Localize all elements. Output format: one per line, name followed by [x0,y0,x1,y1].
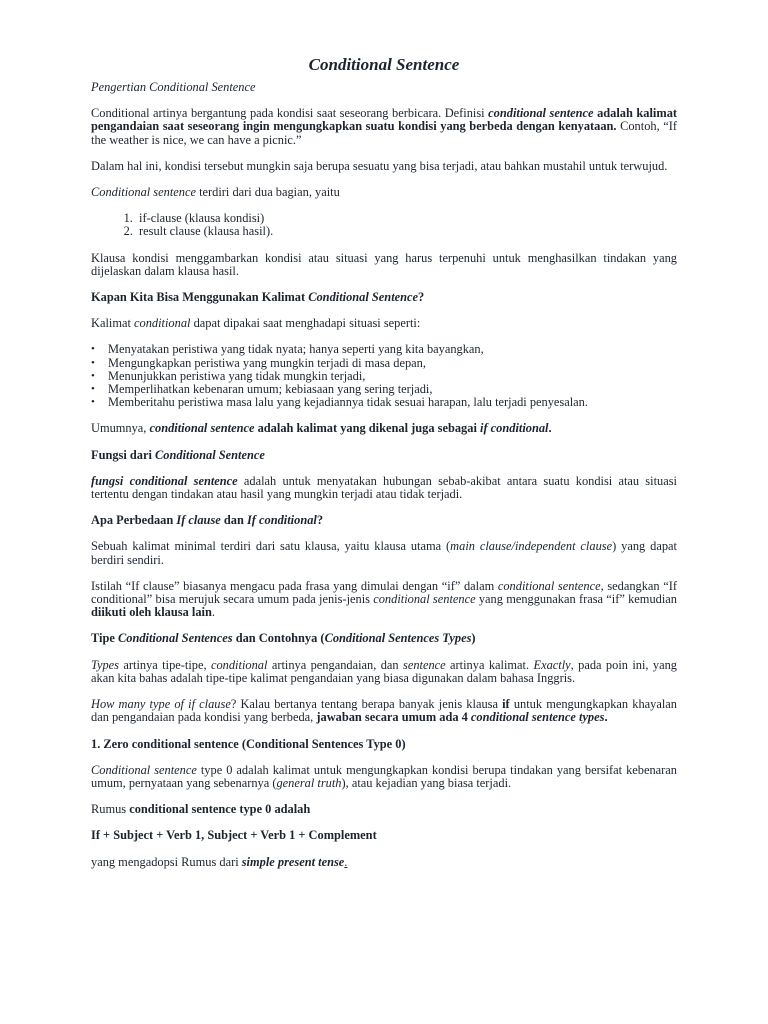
text: main clause/independent clause [450,539,613,554]
paragraph-usage-intro [91,317,677,330]
paragraph-if-clause-term [91,580,677,620]
text: dapat dipakai saat menghadapi situasi seperti: [190,316,421,331]
text: fungsi conditional sentence [91,473,238,488]
text: artinya tipe-tipe, [119,657,211,672]
usage-list [91,343,677,409]
text: Exactly [533,657,571,672]
text: Rumus [91,802,130,817]
text: adalah kalimat yang dikenal juga sebagai [254,421,480,436]
text: conditional sentence [149,421,255,436]
text: ? [418,290,425,305]
heading-zero-conditional: 1. Zero conditional sentence (Conditional Sentences Type 0) [91,736,406,751]
text: if conditional [480,421,549,436]
text: . [211,605,215,620]
text: jawaban secara umum ada 4 [316,710,471,725]
text: Kalimat [91,316,135,331]
paragraph-tense [91,856,677,869]
text: conditional [134,316,191,331]
text: How many type of if clause [91,697,231,712]
text: Contoh, “If the weather is nice, we can have a picnic.” [91,119,677,147]
list-item: 1. if-clause (klausa kondisi) [136,212,677,225]
text: Istilah “If clause” biasanya mengacu pada frasa yang dimulai dengan “if” dalam [91,578,498,593]
heading-when-to-use [91,291,677,304]
heading-difference [91,514,677,527]
list-item: • Menunjukkan peristiwa yang tidak mungkin terjadi, [108,370,677,383]
text: conditional sentence [373,592,476,607]
text: conditional sentence [488,106,594,121]
text: Conditional artinya bergantung pada kondisi saat seseorang berbicara. Definisi [91,106,489,121]
list-item: • Menyatakan peristiwa yang tidak nyata; hanya seperti yang kita bayangkan, [108,343,677,356]
text: ) [471,631,476,646]
section-subtitle: Pengertian Conditional Sentence [91,80,256,94]
text: Conditional Sentence [308,290,419,305]
text: Conditional sentence [91,185,196,200]
text: general truth [276,775,342,790]
paragraph-types-meaning [91,659,677,685]
list-item: • Memperlihatkan kebenaran umum; kebiasaan yang sering terjadi, [108,383,677,396]
text: Apa Perbedaan [91,513,177,528]
text: . [548,421,552,436]
text: , pada poin ini, yang akan kita bahas adalah tipe-tipe kalimat pengandaian yang biasa digunakan dalam bahasa Inggris. [91,657,678,685]
text: . [604,710,608,725]
list-item: 2. result clause (klausa hasil). [136,225,677,238]
page-title: Conditional Sentence [308,55,460,74]
text: Types [91,657,119,672]
paragraph-if-conditional [91,422,677,435]
text: adalah kalimat pengandaian saat seseorang ingin mengungkapkan suatu kondisi yang berbeda dengan kenyataan. [91,106,678,134]
paragraph-type-0 [91,764,677,790]
text: conditional sentence [497,578,601,593]
text: Conditional Sentences Types [324,631,472,646]
text: conditional sentence types [470,710,605,725]
paragraph-main-clause [91,540,677,566]
paragraph-context: Dalam hal ini, kondisi tersebut mungkin saja berupa sesuatu yang bisa terjadi, atau bahkan mustahil untuk terwujud. [91,158,668,173]
paragraph-formula-intro [91,803,677,816]
text: dan Contohnya ( [232,631,325,646]
parts-list [91,212,677,238]
text: Sebuah kalimat minimal terdiri dari satu klausa, yaitu klausa utama ( [91,539,451,554]
text: . [344,854,348,869]
text: ? [316,513,324,528]
paragraph-definition [91,107,677,147]
text: yang menggunakan frasa “if” kemudian [475,592,677,607]
text: Conditional Sentences [117,631,233,646]
formula: If + Subject + Verb 1, Subject + Verb 1 + Complement [91,828,377,843]
heading-function [91,449,677,462]
text: untuk mengungkapkan khayalan dan pengandaian pada kondisi yang berbeda, [91,697,677,725]
text: simple present tense [241,854,345,869]
text: type 0 adalah kalimat untuk mengungkapkan kondisi berupa tindakan yang bersifat kebenaran umum, pernyataan yang sebenarnya ( [91,762,677,790]
text: terdiri dari dua bagian, yaitu [195,185,340,200]
text: if [502,697,510,712]
text: dan [220,513,247,528]
list-item: • Memberitahu peristiwa masa lalu yang kejadiannya tidak sesuai harapan, lalu terjadi penyesalan. [108,396,677,409]
text: Umumnya, [91,421,150,436]
text: Tipe [91,631,118,646]
paragraph-function [91,475,677,501]
heading-types [91,632,677,645]
text: Conditional Sentence [155,447,265,462]
text: artinya pengandaian, dan [267,657,403,672]
text: ? Kalau bertanya tentang berapa banyak jenis klausa [230,697,503,712]
text: ) yang dapat berdiri sendiri. [91,539,677,567]
text: artinya kalimat. [445,657,534,672]
document-page [91,55,677,882]
text: yang mengadopsi Rumus dari [91,854,242,869]
text: adalah untuk menyatakan hubungan sebab-akibat antara suatu kondisi atau situasi tertentu dengan tindakan atau hasil yang mungkin terjadi atau tidak terjadi. [91,473,677,502]
paragraph-how-many [91,698,677,724]
list-item: • Mengungkapkan peristiwa yang mungkin terjadi di masa depan, [108,357,677,370]
text: Fungsi dari [91,447,156,462]
text: If conditional [246,513,317,528]
text: If clause [176,513,221,528]
text: diikuti oleh klausa lain [91,605,212,620]
paragraph-clause-explanation: Klausa kondisi menggambarkan kondisi atau situasi yang harus terpenuhi untuk menghasilkan tindakan yang dijelaskan dalam klausa hasil. [91,250,677,278]
text: , sedangkan “If conditional” bisa merujuk secara umum pada jenis-jenis [91,578,678,607]
text: conditional sentence type 0 adalah [129,802,311,817]
text: Conditional sentence [91,762,197,777]
text: conditional [210,657,268,672]
paragraph-parts-intro [91,186,677,199]
text: Kapan Kita Bisa Menggunakan Kalimat [91,290,309,305]
text: ), atau kejadian yang biasa terjadi. [341,775,512,790]
text: sentence [403,657,446,672]
